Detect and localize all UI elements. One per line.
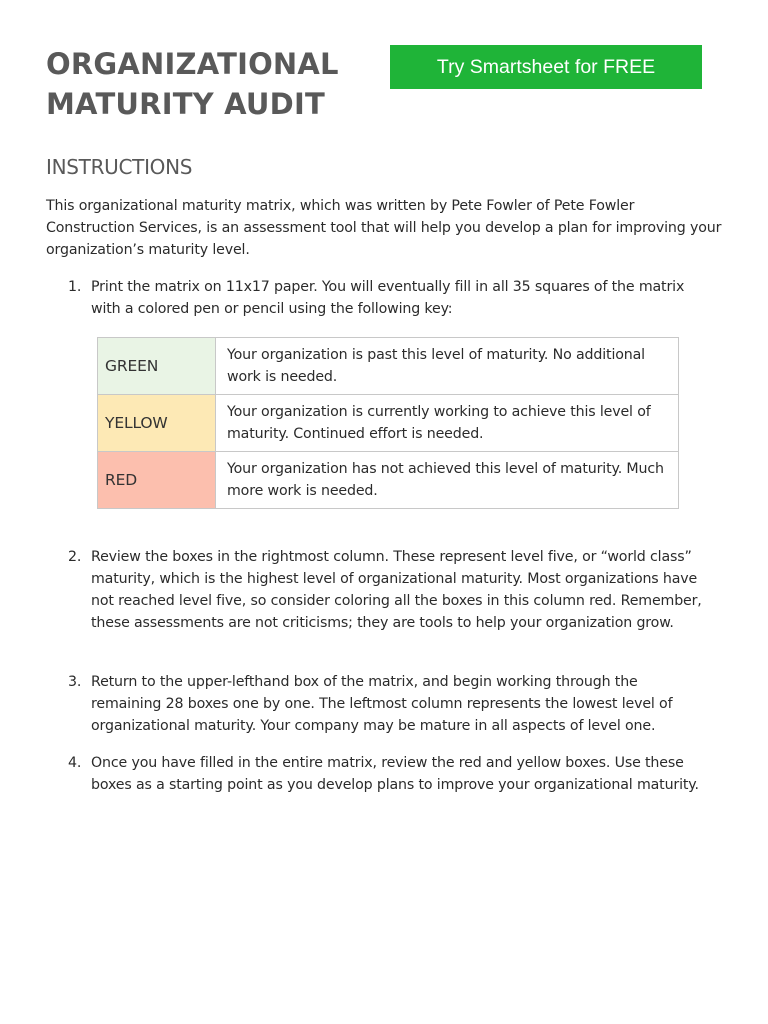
try-smartsheet-button[interactable]: Try Smartsheet for FREE <box>390 45 702 89</box>
key-description-green: Your organization is past this level of maturity. No additional work is needed. <box>216 338 679 395</box>
step-item-3 <box>68 671 708 737</box>
step-number: 1. <box>68 279 82 295</box>
step-number: 4. <box>68 755 82 771</box>
key-description-red: Your organization has not achieved this level of maturity. Much more work is needed. <box>216 452 679 509</box>
step-item-2 <box>68 546 708 634</box>
step-item-1 <box>68 276 708 320</box>
step-number: 2. <box>68 549 82 565</box>
key-color-red: RED <box>98 452 216 509</box>
document-title <box>46 44 376 124</box>
key-row-red <box>98 452 679 509</box>
title-line-1: ORGANIZATIONAL <box>46 47 339 81</box>
color-key-table <box>97 337 679 509</box>
step-item-4 <box>68 752 708 796</box>
section-heading-instructions: INSTRUCTIONS <box>46 155 193 179</box>
key-row-yellow <box>98 395 679 452</box>
step-text: Print the matrix on 11x17 paper. You will eventually fill in all 35 squares of the matrix with a colored pen or pencil using the following key: <box>91 279 685 317</box>
key-color-yellow: YELLOW <box>98 395 216 452</box>
title-line-2: MATURITY AUDIT <box>46 87 325 121</box>
intro-paragraph: This organizational maturity matrix, which was written by Pete Fowler of Pete Fowler Construction Services, is an assessment tool that will help you develop a plan for improving your organization’s maturity level. <box>46 198 722 258</box>
key-color-green: GREEN <box>98 338 216 395</box>
step-text: Review the boxes in the rightmost column. These represent level five, or “world class” maturity, which is the highest level of organizational maturity. Most organizations have not reached level five, so consider coloring all the boxes in this column red. Remember, these assessments are not criticisms; they are tools to help your organization grow. <box>91 549 702 631</box>
key-description-yellow: Your organization is currently working to achieve this level of maturity. Continued effort is needed. <box>216 395 679 452</box>
step-text: Return to the upper-lefthand box of the matrix, and begin working through the remaining 28 boxes one by one. The leftmost column represents the lowest level of organizational maturity. Your company may be mature in all aspects of level one. <box>91 674 673 734</box>
key-row-green <box>98 338 679 395</box>
step-text: Once you have filled in the entire matrix, review the red and yellow boxes. Use these boxes as a starting point as you develop plans to improve your organizational maturity. <box>91 755 699 793</box>
step-number: 3. <box>68 674 82 690</box>
